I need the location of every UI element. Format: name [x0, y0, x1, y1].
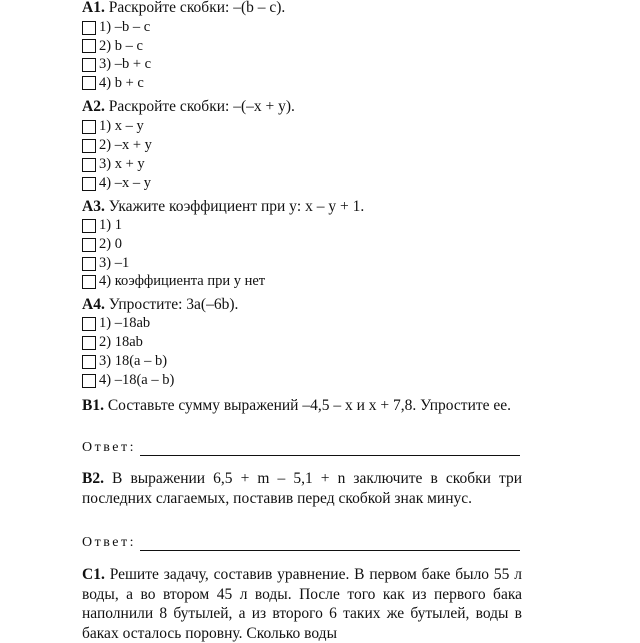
question-a4	[82, 295, 522, 314]
a2-option-3[interactable]	[82, 156, 145, 173]
a1-option-4[interactable]	[82, 75, 144, 92]
question-c1	[82, 565, 522, 643]
question-b2	[82, 469, 522, 508]
checkbox-icon[interactable]	[82, 139, 96, 153]
option-label: 4) b + c	[99, 74, 144, 91]
question-b1	[82, 396, 522, 416]
option-label: 2) –x + y	[99, 137, 152, 153]
a2-option-1[interactable]	[82, 118, 144, 135]
answer-line[interactable]	[140, 538, 520, 551]
option-label: 1) x – y	[99, 118, 144, 134]
question-a2	[82, 97, 522, 116]
a1-option-1[interactable]	[82, 19, 150, 36]
answer-label: Ответ:	[82, 440, 136, 455]
question-number: A1.	[82, 0, 105, 16]
question-text: В выражении 6,5 + m – 5,1 + n заключите в скобки три последних слагаемых, поставив перед скобкой знак минус.	[82, 470, 523, 507]
question-number: C1.	[82, 566, 105, 583]
checkbox-icon[interactable]	[82, 158, 96, 172]
question-prompt: Раскройте скобки: –(b – c).	[108, 0, 286, 16]
checkbox-icon[interactable]	[82, 177, 96, 191]
checkbox-icon[interactable]	[82, 58, 96, 72]
question-prompt: Укажите коэффициент при y: x – y + 1.	[108, 198, 365, 215]
option-label: 3) x + y	[99, 156, 145, 172]
option-label: 2) 0	[99, 236, 122, 252]
question-number: B1.	[82, 397, 104, 414]
question-number: B2.	[82, 470, 104, 487]
option-label: 1) –b – c	[99, 19, 151, 35]
a2-option-2[interactable]	[82, 137, 152, 154]
checkbox-icon[interactable]	[82, 39, 96, 53]
checkbox-icon[interactable]	[82, 336, 96, 350]
checkbox-icon[interactable]	[82, 120, 96, 134]
a4-option-1[interactable]	[82, 315, 150, 332]
a1-option-2[interactable]	[82, 38, 143, 55]
a3-option-2[interactable]	[82, 236, 122, 253]
checkbox-icon[interactable]	[82, 238, 96, 252]
option-label: 4) коэффициента при y нет	[99, 273, 266, 289]
option-label: 1) –18ab	[99, 315, 151, 331]
a2-option-4[interactable]	[82, 175, 151, 192]
a3-option-1[interactable]	[82, 217, 122, 234]
checkbox-icon[interactable]	[82, 219, 96, 233]
answer-b2[interactable]	[82, 535, 520, 551]
checkbox-icon[interactable]	[82, 76, 96, 90]
option-label: 3) –1	[99, 255, 130, 271]
a4-option-4[interactable]	[82, 372, 174, 389]
question-number: A2.	[82, 98, 105, 115]
a4-option-2[interactable]	[82, 334, 143, 351]
checkbox-icon[interactable]	[82, 257, 96, 271]
option-label: 4) –x – y	[99, 175, 151, 191]
question-text: Составьте сумму выражений –4,5 – x и x + 7,8. Упростите ее.	[107, 397, 512, 414]
question-number: A3.	[82, 198, 105, 215]
option-label: 3) –b + c	[99, 56, 152, 72]
question-prompt: Раскройте скобки: –(–x + y).	[108, 98, 295, 115]
option-label: 1) 1	[99, 217, 122, 233]
question-a3	[82, 197, 522, 216]
a1-option-3[interactable]	[82, 56, 151, 73]
checkbox-icon[interactable]	[82, 21, 96, 35]
a3-option-3[interactable]	[82, 255, 129, 272]
option-label: 4) –18(a – b)	[99, 372, 175, 388]
a3-option-4[interactable]	[82, 273, 265, 290]
answer-b1[interactable]	[82, 440, 520, 456]
checkbox-icon[interactable]	[82, 374, 96, 388]
checkbox-icon[interactable]	[82, 275, 96, 289]
question-number: A4.	[82, 296, 105, 313]
answer-line[interactable]	[140, 443, 520, 456]
option-label: 2) b – c	[99, 37, 143, 54]
question-text: Решите задачу, составив уравнение. В первом баке было 55 л воды, а во втором 45 л воды. После того как из первого бака наполнили 8 бутылей, а из второго 6 таких же бутылей, воды в баках осталось поровну. Сколько воды	[82, 566, 522, 642]
checkbox-icon[interactable]	[82, 317, 96, 331]
a4-option-3[interactable]	[82, 353, 167, 370]
option-label: 3) 18(a – b)	[99, 353, 168, 369]
option-label: 2) 18ab	[99, 334, 143, 350]
checkbox-icon[interactable]	[82, 355, 96, 369]
answer-label: Ответ:	[82, 535, 136, 550]
question-a1	[82, 0, 522, 17]
question-prompt: Упростите: 3a(–6b).	[108, 296, 239, 313]
